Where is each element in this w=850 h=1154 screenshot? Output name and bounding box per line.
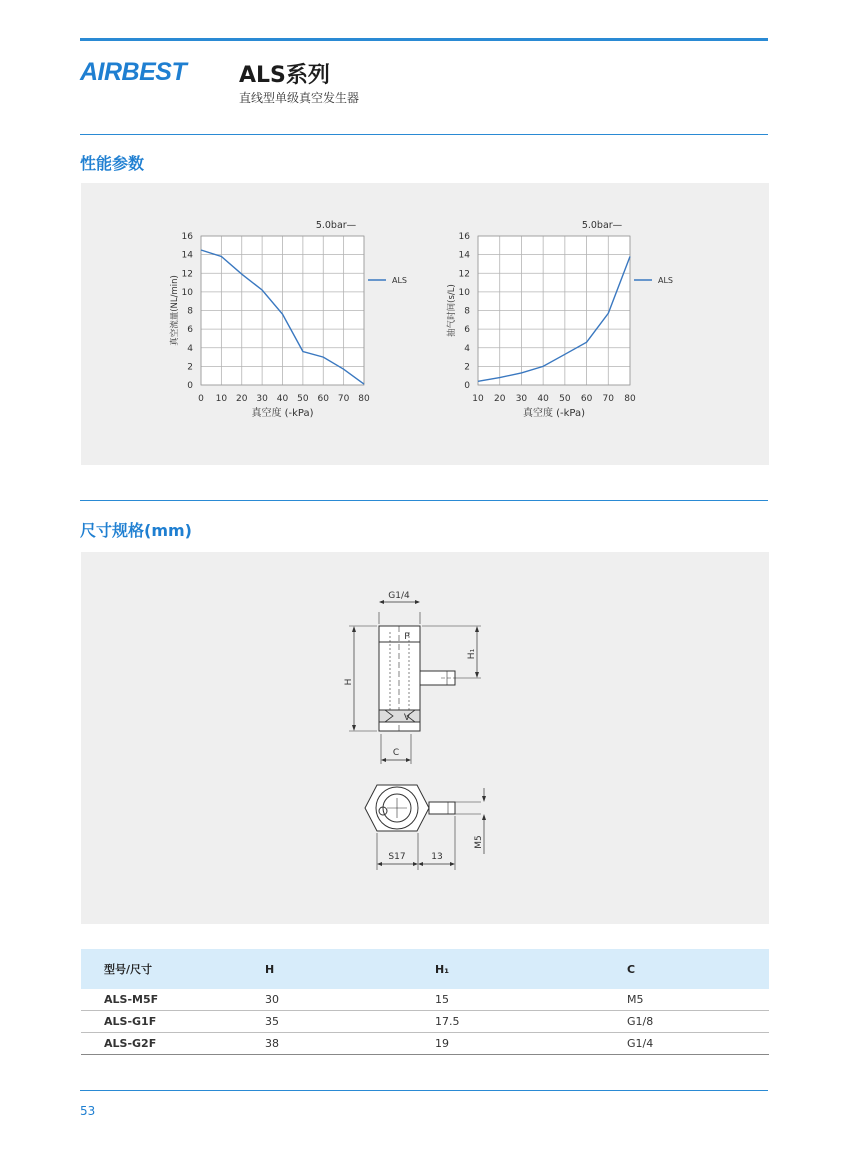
- y-tick-label: 2: [464, 362, 470, 373]
- y-tick-label: 4: [187, 343, 193, 354]
- cell-h: 35: [265, 1011, 435, 1033]
- cell-h: 30: [265, 989, 435, 1011]
- x-tick-label: 20: [236, 394, 248, 404]
- y-tick-label: 8: [187, 306, 193, 317]
- table-row: [81, 989, 769, 1011]
- dim-s17-label: S17: [388, 852, 406, 862]
- performance-charts: [81, 183, 769, 465]
- side-port: [429, 802, 455, 814]
- y-tick-label: 10: [181, 287, 193, 298]
- x-tick-label: 20: [493, 394, 506, 404]
- y-tick-label: 8: [464, 306, 470, 317]
- x-tick-label: 60: [317, 394, 329, 404]
- y-tick-label: 4: [464, 343, 470, 354]
- cell-h1: 15: [435, 989, 627, 1011]
- y-tick-label: 10: [458, 287, 470, 298]
- legend-label: ALS: [658, 276, 674, 285]
- section-title-dimensions: 尺寸规格(mm): [80, 521, 192, 540]
- y-axis-label: 真空流量(NL/min): [170, 275, 180, 346]
- cell-h1: 19: [435, 1033, 627, 1055]
- product-subtitle: 直线型单级真空发生器: [239, 91, 360, 105]
- dim-v-label: V: [403, 713, 411, 723]
- x-tick-label: 40: [537, 394, 549, 404]
- table-row: [81, 1033, 769, 1055]
- chart-annotation: 5.0bar—: [315, 220, 357, 231]
- x-tick-label: 60: [580, 394, 593, 404]
- cell-h: 38: [265, 1033, 435, 1055]
- x-tick-label: 80: [624, 394, 636, 404]
- cell-c: G1/4: [627, 1033, 769, 1055]
- chart-annotation: 5.0bar—: [581, 220, 623, 231]
- y-tick-label: 2: [187, 362, 193, 373]
- dim-p-label: P: [404, 632, 410, 642]
- col-header-h: H: [265, 949, 435, 989]
- x-tick-label: 40: [276, 394, 289, 404]
- dim-h1-label: H₁: [467, 648, 477, 660]
- y-tick-label: 0: [187, 381, 193, 391]
- x-axis-label: 真空度 (-kPa): [522, 408, 586, 419]
- table-header-row: [81, 949, 769, 989]
- cell-model: ALS-G2F: [81, 1033, 265, 1055]
- spec-table: [81, 949, 769, 1055]
- y-tick-label: 14: [181, 250, 193, 261]
- y-tick-label: 14: [458, 250, 470, 261]
- y-tick-label: 12: [458, 269, 470, 280]
- x-tick-label: 80: [358, 394, 370, 404]
- cell-h1: 17.5: [435, 1011, 627, 1033]
- dimension-drawing-panel: [81, 552, 769, 924]
- top-view: [365, 785, 486, 870]
- cell-c: G1/8: [627, 1011, 769, 1033]
- header-divider: [80, 134, 768, 135]
- cell-c: M5: [627, 989, 769, 1011]
- y-tick-label: 6: [187, 325, 193, 336]
- section-title-performance: 性能参数: [80, 154, 145, 173]
- section-divider: [80, 500, 768, 501]
- y-tick-label: 12: [181, 269, 193, 280]
- legend-label: ALS: [392, 276, 408, 285]
- filter-band: [379, 710, 420, 722]
- y-axis-label: 抽气时间(s/L): [447, 284, 457, 337]
- x-tick-label: 0: [198, 394, 204, 404]
- x-axis-label: 真空度 (-kPa): [251, 408, 314, 419]
- x-tick-label: 10: [472, 394, 484, 404]
- dim-h-label: H: [344, 678, 354, 686]
- x-tick-label: 70: [602, 394, 615, 404]
- footer-divider: [80, 1090, 768, 1091]
- dimension-drawing: [81, 552, 769, 924]
- dim-c-label: C: [392, 748, 400, 758]
- cell-model: ALS-G1F: [81, 1011, 265, 1033]
- performance-panel: [81, 183, 769, 465]
- col-header-c: C: [627, 949, 769, 989]
- brand-logo: AIRBEST: [80, 58, 187, 86]
- cell-model: ALS-M5F: [81, 989, 265, 1011]
- table-row: [81, 1011, 769, 1033]
- dim-13-label: 13: [431, 852, 443, 862]
- x-tick-label: 70: [337, 394, 350, 404]
- dim-g14-label: G1/4: [388, 591, 410, 601]
- top-rule: [80, 38, 768, 41]
- y-tick-label: 16: [181, 232, 193, 242]
- series-title: ALS系列: [239, 63, 330, 88]
- front-view: [349, 600, 481, 764]
- col-header-model: 型号/尺寸: [81, 949, 265, 989]
- x-tick-label: 50: [559, 394, 571, 404]
- x-tick-label: 50: [297, 394, 309, 404]
- y-tick-label: 16: [458, 232, 470, 242]
- col-header-h1: H₁: [435, 949, 627, 989]
- x-tick-label: 30: [515, 394, 528, 404]
- dim-m5-label: M5: [474, 835, 484, 849]
- x-tick-label: 30: [256, 394, 268, 404]
- page-number: 53: [80, 1104, 96, 1118]
- y-tick-label: 6: [464, 325, 470, 336]
- x-tick-label: 10: [215, 394, 228, 404]
- y-tick-label: 0: [464, 381, 470, 391]
